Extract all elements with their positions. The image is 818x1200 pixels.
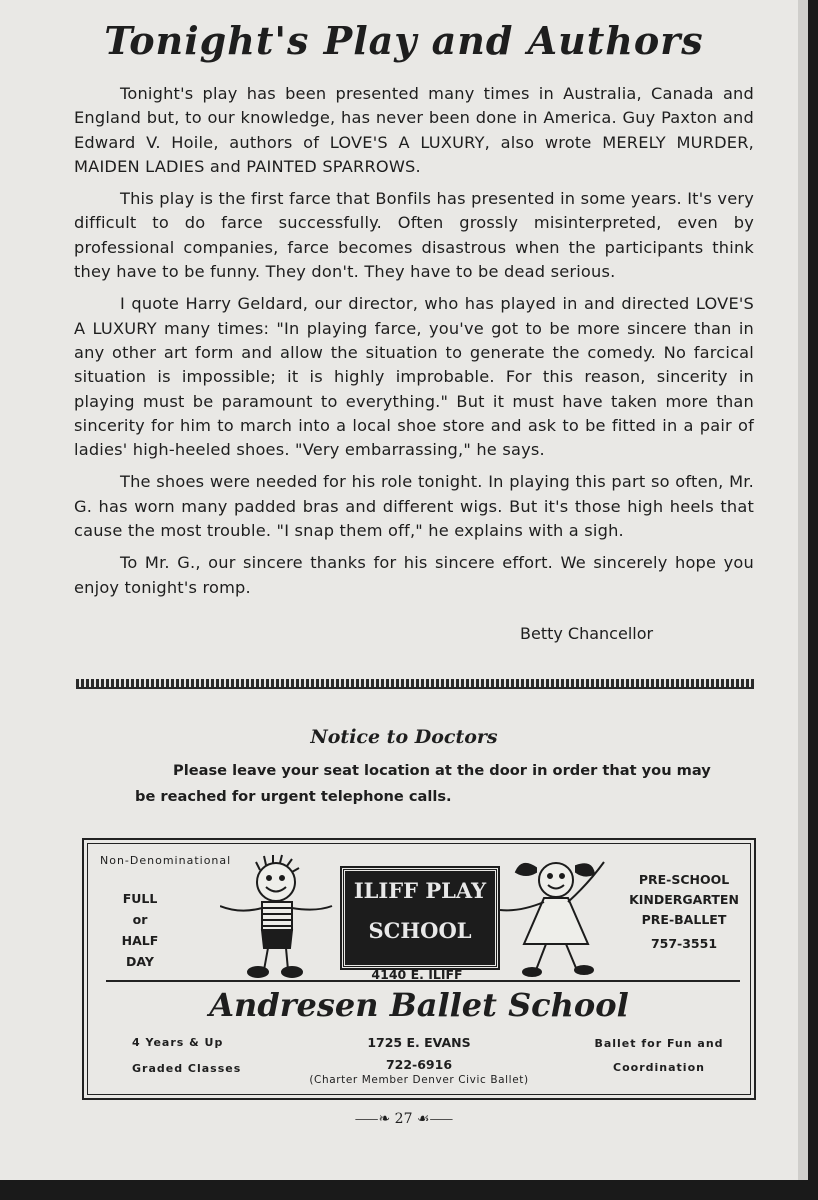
paragraph-3: I quote Harry Geldard, our director, who has played in and directed LOVE'S A LUXURY many times: "In playing farce, you've got to be more sincere than in any other art form and allow the situation to generate the comedy. No farcical situation is impossible; it is highly improbable. For this reason, sincerity in playing must be paramount to everything." But it must have taken more than sincerity for him to march into a local shoe store and ask to be fitted in a pair of ladies' high-heeled shoes. "Very embarrassing," he says.	[74, 294, 754, 460]
notice-line-2: be reached for urgent telephone calls.	[135, 788, 452, 805]
full-half-day-label	[110, 888, 170, 972]
page-number-value: 27	[394, 1111, 413, 1127]
ad-divider-line	[106, 980, 740, 982]
left-ornament-icon: ⸺❧	[354, 1111, 395, 1127]
page-edge	[798, 0, 808, 1180]
iliff-school-sign	[342, 868, 498, 968]
iliff-phone: 757-3551	[650, 936, 718, 951]
notice-line-1: Please leave your seat location at the door in order that you may	[173, 762, 711, 779]
right-ornament-icon: ☙⸺	[412, 1111, 454, 1127]
fun-line-1: Ballet for Fun and	[594, 1037, 724, 1050]
article-body	[74, 82, 754, 608]
school-name-line-2: SCHOOL	[368, 918, 472, 943]
ballet-contact	[334, 1032, 504, 1076]
half-text: HALF	[121, 933, 159, 948]
boy-cartoon-icon	[220, 854, 346, 982]
ballet-address: 1725 E. EVANS	[367, 1035, 471, 1050]
signature: Betty Chancellor	[520, 624, 654, 643]
paragraph-1: Tonight's play has been presented many times in Australia, Canada and England but, to our knowledge, has never been done in America. Guy Paxton and Edward V. Hoile, authors of LOVE'S A LUXURY, also wrote MERELY MURDER, MAIDEN LADIES and PAINTED SPARROWS.	[74, 84, 754, 176]
school-address: 4140 E. ILIFF	[371, 967, 463, 982]
charter-member-note: (Charter Member Denver Civic Ballet)	[309, 1074, 529, 1086]
or-text: or	[132, 912, 148, 927]
full-text: FULL	[122, 891, 158, 906]
girl-cartoon-icon	[496, 854, 620, 982]
preballet-text: PRE-BALLET	[641, 912, 727, 927]
ballet-phone: 722-6916	[385, 1057, 453, 1072]
school-name-line-1: ILIFF PLAY	[353, 878, 487, 903]
advertisement-box	[82, 838, 756, 1100]
notice-title: Notice to Doctors	[310, 726, 498, 748]
non-denominational-label: Non-Denominational	[100, 854, 232, 867]
paragraph-4: The shoes were needed for his role tonight. In playing this part so often, Mr. G. has worn many padded bras and different wigs. But it's those high heels that cause the most trouble. "I snap them off," he explains with a sigh.	[74, 472, 754, 541]
day-text: DAY	[126, 954, 154, 969]
page-number	[0, 1108, 808, 1128]
dotted-divider	[76, 679, 754, 689]
ballet-fun-note	[584, 1032, 734, 1080]
preschool-text: PRE-SCHOOL	[638, 872, 730, 887]
ages-label: 4 Years & Up	[132, 1036, 224, 1049]
page-title: Tonight's Play and Authors	[104, 18, 704, 63]
paragraph-2: This play is the first farce that Bonfils has presented in some years. It's very difficult to do farce successfully. Often grossly misinterpreted, even by professional companies, farce becomes disastrous when the participants think they have to be funny. They don't. They have to be dead serious.	[74, 189, 754, 282]
paragraph-5: To Mr. G., our sincere thanks for his sincere effort. We sincerely hope you enjoy tonight's romp.	[74, 553, 754, 597]
ballet-school-name: Andresen Ballet School	[209, 986, 629, 1024]
kindergarten-text: KINDERGARTEN	[629, 892, 739, 907]
programs-list	[624, 870, 744, 954]
fun-line-2: Coordination	[613, 1061, 705, 1074]
notice-text	[135, 758, 735, 810]
graded-classes-label: Graded Classes	[132, 1062, 242, 1075]
